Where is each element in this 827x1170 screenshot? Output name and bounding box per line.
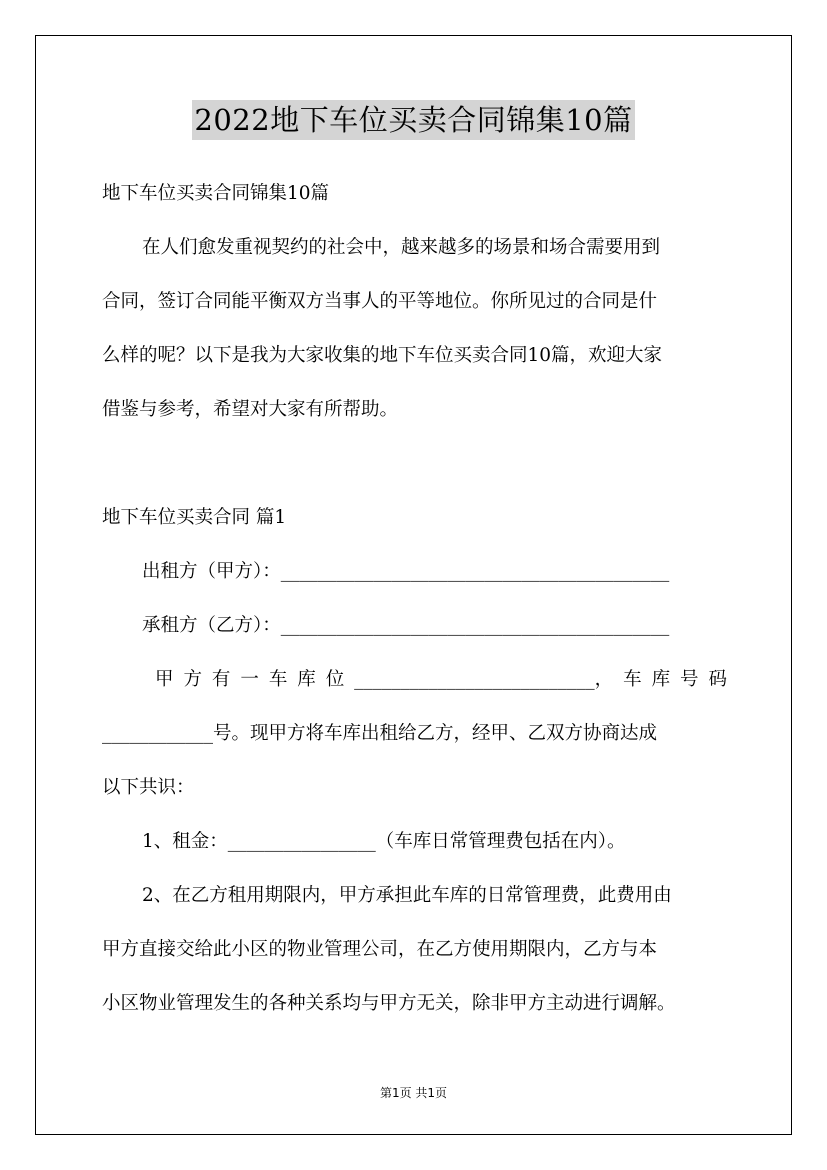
garage-line-3: 以下共识：: [102, 777, 195, 798]
document-subtitle: 地下车位买卖合同锦集10篇: [102, 183, 330, 204]
garage-word: 号: [680, 669, 699, 690]
garage-line-1: [155, 668, 727, 692]
garage-word: 有: [211, 669, 231, 690]
page-footer: 第1页 共1页: [379, 1086, 448, 1100]
intro-line-2: 合同，签订合同能平衡双方当事人的平等地位。你所见过的合同是什: [102, 291, 658, 312]
lessor-line: 出租方（甲方）：__________________________________________: [142, 561, 670, 582]
clause-1: 1、租金：________________（车库日常管理费包括在内）。: [142, 831, 626, 852]
garage-word: 库: [297, 669, 316, 690]
intro-line-3: 么样的呢？以下是我为大家收集的地下车位买卖合同10篇，欢迎大家: [102, 345, 663, 366]
garage-word: 库: [651, 669, 671, 690]
garage-blank: __________________________，: [354, 669, 614, 690]
lessee-line: 承租方（乙方）：__________________________________________: [142, 615, 670, 636]
intro-line-4: 借鉴与参考，希望对大家有所帮助。: [102, 399, 399, 420]
clause-2-line-2: 甲方直接交给此小区的物业管理公司，在乙方使用期限内，乙方与本: [102, 939, 658, 960]
garage-word: 一: [240, 669, 259, 690]
garage-word: 码: [708, 669, 727, 690]
garage-word: 车: [623, 669, 642, 690]
garage-word: 位: [325, 669, 345, 690]
clause-2-line-1: 2、在乙方租用期限内，甲方承担此车库的日常管理费，此费用由: [142, 885, 672, 906]
garage-word: 车: [268, 669, 288, 690]
clause-2-line-3: 小区物业管理发生的各种关系均与甲方无关，除非甲方主动进行调解。: [102, 993, 676, 1014]
intro-line-1: 在人们愈发重视契约的社会中，越来越多的场景和场合需要用到: [142, 237, 661, 258]
garage-word: 方: [183, 669, 202, 690]
garage-word: 甲: [155, 669, 174, 690]
document-title: 2022地下车位买卖合同锦集10篇: [192, 100, 634, 140]
title-container: [0, 100, 827, 140]
section-heading: 地下车位买卖合同 篇1: [102, 507, 287, 528]
garage-line-2: ____________号。现甲方将车库出租给乙方，经甲、乙双方协商达成: [102, 723, 658, 744]
